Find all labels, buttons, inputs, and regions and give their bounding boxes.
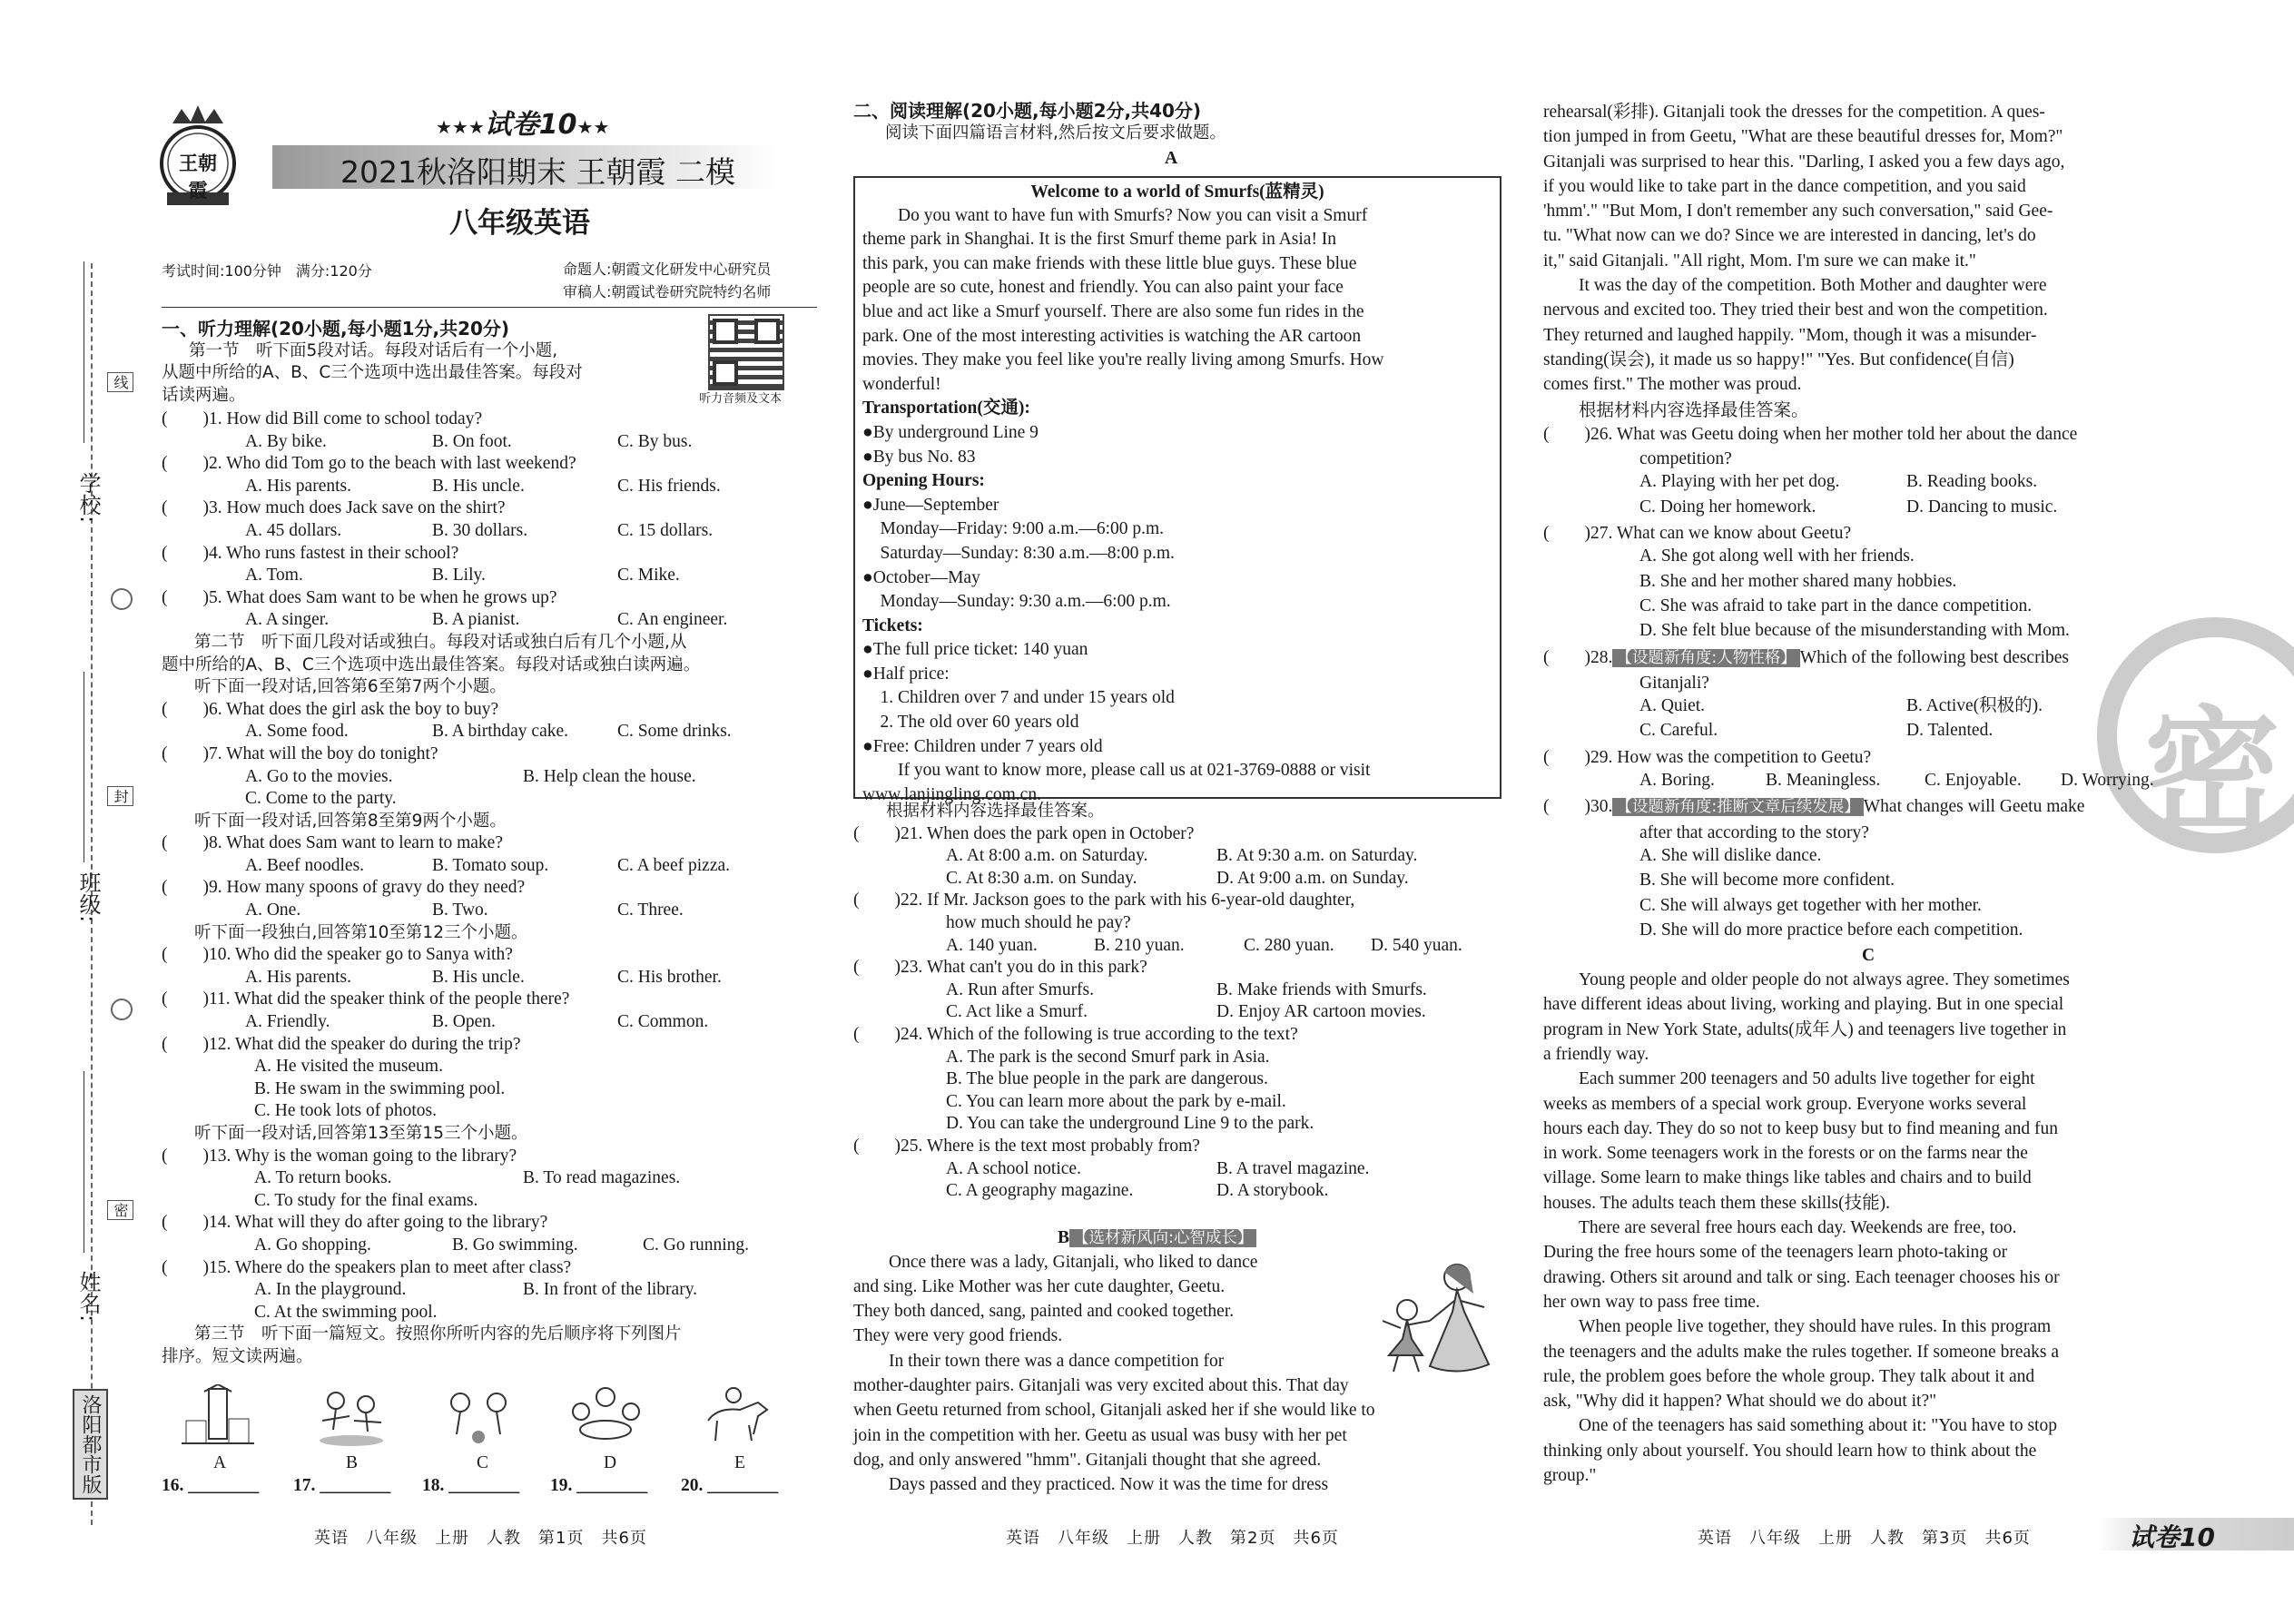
logo-emblem bbox=[154, 103, 241, 212]
option[interactable]: B. His uncle. bbox=[432, 476, 525, 496]
option[interactable]: C. To study for the final exams. bbox=[254, 1190, 478, 1210]
question: ( )14. What will they do after going to the library? bbox=[162, 1213, 548, 1233]
picture-d bbox=[567, 1384, 645, 1448]
ticket-item: 2. The old over 60 years old bbox=[862, 713, 1079, 733]
question: ( )11. What did the speaker think of the people there? bbox=[162, 989, 570, 1009]
question: ( )6. What does the girl ask the boy to buy? bbox=[162, 699, 499, 719]
answer-blank-20[interactable]: 20. ________ bbox=[681, 1476, 779, 1495]
section-heading: 二、阅读理解(20小题,每小题2分,共40分) bbox=[853, 100, 1202, 122]
option[interactable]: C. Careful. bbox=[1639, 721, 1718, 741]
seal-mark-feng: 封 bbox=[107, 786, 133, 806]
option[interactable]: D. She will do more practice before each competition. bbox=[1639, 920, 2023, 940]
page-footer: 英语 八年级 上册 人教 第1页 共6页 bbox=[314, 1529, 647, 1548]
passage-line: tu. "What now can we do? Since we are interested in dancing, let's do bbox=[1543, 226, 2036, 246]
instruction: 听下面一段对话,回答第13至第15三个小题。 bbox=[194, 1124, 528, 1143]
passage-line: rule, the problem goes before the whole group. They talk about it and bbox=[1543, 1366, 2035, 1386]
option[interactable]: B. Tomato soup. bbox=[432, 855, 549, 875]
option[interactable]: A. Go to the movies. bbox=[245, 766, 393, 786]
passage-line: They returned and laughed happily. "Mom, though it was a misunder- bbox=[1543, 325, 2037, 345]
picture-label: A bbox=[213, 1453, 227, 1472]
option[interactable]: C. He took lots of photos. bbox=[254, 1101, 437, 1121]
listening-questions bbox=[162, 408, 815, 1369]
option[interactable]: B. His uncle. bbox=[432, 967, 525, 987]
ad-text: park. One of the most interesting activities is watching the AR cartoon bbox=[862, 326, 1362, 346]
answer-blank-18[interactable]: 18. ________ bbox=[422, 1476, 520, 1495]
option[interactable]: C. By bus. bbox=[617, 431, 693, 451]
question: ( )21. When does the park open in October? bbox=[853, 823, 1195, 843]
passage-line: when Geetu returned from school, Gitanjali asked her if she would like to bbox=[853, 1401, 1375, 1421]
option[interactable]: A. At 8:00 a.m. on Saturday. bbox=[946, 846, 1148, 866]
question: ( )5. What does Sam want to be when he grows up? bbox=[162, 587, 557, 607]
question-cont: competition? bbox=[1639, 449, 1732, 469]
passage-line: nervous and excited too. They tried their best and won the competition. bbox=[1543, 300, 2048, 320]
passage-line: weeks as members of a special work group. Everyone works several bbox=[1543, 1094, 2027, 1114]
answer-blank-19[interactable]: 19. ________ bbox=[550, 1476, 648, 1495]
option[interactable]: C. Come to the party. bbox=[245, 789, 397, 809]
option[interactable]: C. Common. bbox=[617, 1012, 709, 1032]
question-cont: after that according to the story? bbox=[1639, 822, 1869, 842]
ticket-item: ●Free: Children under 7 years old bbox=[862, 736, 1103, 756]
passage-line: in work. Some teenagers work in the forests or on the farms near the bbox=[1543, 1144, 2028, 1164]
option[interactable]: D. 540 yuan. bbox=[1371, 935, 1462, 955]
answer-blanks bbox=[162, 1475, 815, 1502]
option[interactable]: A. The park is the second Smurf park in Asia. bbox=[946, 1047, 1270, 1067]
option[interactable]: C. She was afraid to take part in the dance competition. bbox=[1639, 595, 2033, 615]
hours-item: Monday—Friday: 9:00 a.m.—6:00 p.m. bbox=[862, 519, 1165, 539]
edition-label: 洛阳都市版 bbox=[73, 1389, 108, 1500]
transport-item: ●By underground Line 9 bbox=[862, 422, 1039, 442]
hours-item: Monday—Sunday: 9:30 a.m.—6:00 p.m. bbox=[862, 592, 1171, 612]
question: ( )22. If Mr. Jackson goes to the park with his 6-year-old daughter, bbox=[853, 891, 1355, 910]
ticket-item: ●Half price: bbox=[862, 664, 950, 684]
page-title: 2021秋洛阳期末 王朝霞 二模 bbox=[340, 154, 735, 190]
question: ( )26. What was Geetu doing when her mother told her about the dance bbox=[1543, 424, 2078, 444]
passage-line: mother-daughter pairs. Gitanjali was very excited about this. That day bbox=[853, 1376, 1349, 1396]
option[interactable]: A. To return books. bbox=[254, 1168, 392, 1188]
option[interactable]: D. Worrying. bbox=[2061, 771, 2154, 791]
ad-text: Do you want to have fun with Smurfs? Now you can visit a Smurf bbox=[862, 205, 1368, 225]
instruction: 题中所给的A、B、C三个选项中选出最佳答案。每段对话或独白读两遍。 bbox=[162, 655, 701, 674]
instruction: 排序。短文读两遍。 bbox=[162, 1346, 313, 1366]
passage-line: Each summer 200 teenagers and 50 adults live together for eight bbox=[1543, 1069, 2035, 1089]
option[interactable]: B. Go swimming. bbox=[452, 1235, 578, 1255]
passage-line: Gitanjali was surprised to hear this. "Darling, I asked you a few days ago, bbox=[1543, 152, 2065, 172]
instruction: 听下面一段对话,回答第8至第9两个小题。 bbox=[194, 811, 507, 831]
qr-code[interactable] bbox=[708, 314, 784, 390]
passage-label-b: B bbox=[1058, 1228, 1070, 1247]
option[interactable]: B. Two. bbox=[432, 901, 488, 920]
passage-line: Once there was a lady, Gitanjali, who liked to dance bbox=[853, 1252, 1258, 1272]
question: ( )15. Where do the speakers plan to meet after class? bbox=[162, 1257, 572, 1277]
website-link[interactable]: www.lanjingling.com.cn. bbox=[862, 784, 1041, 804]
page-footer: 英语 八年级 上册 人教 第2页 共6页 bbox=[1006, 1529, 1339, 1548]
passage-line: It was the day of the competition. Both Mother and daughter were bbox=[1543, 276, 2047, 296]
option[interactable]: C. She will always get together with her mother. bbox=[1639, 895, 1982, 915]
instruction: 根据材料内容选择最佳答案。 bbox=[886, 802, 1105, 821]
option[interactable]: A. A school notice. bbox=[946, 1158, 1081, 1178]
passage-line: if you would like to take part in the dance competition, and you said bbox=[1543, 176, 2026, 196]
passage-line: ask, "Why did it happen? What should we do about it?" bbox=[1543, 1392, 1937, 1412]
option[interactable]: C. His friends. bbox=[617, 476, 721, 496]
option[interactable]: A. 45 dollars. bbox=[245, 520, 342, 540]
hours-item: ●June—September bbox=[862, 495, 999, 515]
option[interactable]: B. 210 yuan. bbox=[1094, 935, 1185, 955]
question: ( )8. What does Sam want to learn to make? bbox=[162, 833, 503, 853]
option[interactable]: B. Help clean the house. bbox=[523, 766, 696, 786]
question: ( )9. How many spoons of gravy do they need? bbox=[162, 878, 526, 898]
ad-title: Welcome to a world of Smurfs(蓝精灵) bbox=[1030, 182, 1324, 202]
option[interactable]: C. Go running. bbox=[643, 1235, 749, 1255]
passage-line: a friendly way. bbox=[1543, 1044, 1649, 1064]
passage-line: During the free hours some of the teenagers learn photo-taking or bbox=[1543, 1243, 2008, 1263]
passage-line: There are several free hours each day. Weekends are free, too. bbox=[1543, 1218, 2017, 1238]
option[interactable]: C. At the swimming pool. bbox=[254, 1302, 438, 1322]
question: ( )29. How was the competition to Geetu? bbox=[1543, 747, 1872, 767]
smurf-ad-box bbox=[853, 176, 1501, 804]
option[interactable]: C. A geography magazine. bbox=[946, 1181, 1134, 1201]
passage-line: it," said Gitanjali. "All right, Mom. I'm sure we can make it." bbox=[1543, 251, 1976, 271]
passage-line: Young people and older people do not always agree. They sometimes bbox=[1543, 970, 2070, 990]
option[interactable]: C. Doing her homework. bbox=[1639, 497, 1816, 517]
topic-tag: 【设题新角度:推断文章后续发展】 bbox=[1612, 798, 1863, 816]
passage-line: hours each day. They do so not to keep busy but to find meaning and fun bbox=[1543, 1118, 2059, 1138]
reviewer-line: 审稿人:朝霞试卷研究院特约名师 bbox=[563, 283, 772, 300]
option[interactable]: B. In front of the library. bbox=[523, 1280, 698, 1300]
option[interactable]: C. 280 yuan. bbox=[1244, 935, 1334, 955]
option[interactable]: C. An engineer. bbox=[617, 610, 728, 630]
page-footer: 英语 八年级 上册 人教 第3页 共6页 bbox=[1698, 1529, 2031, 1548]
option[interactable]: B. Meaningless. bbox=[1766, 771, 1881, 791]
ad-text: movies. They make you feel like you're really living among Smurfs. How bbox=[862, 350, 1384, 370]
option[interactable]: B. 30 dollars. bbox=[432, 520, 528, 540]
question: ( )23. What can't you do in this park? bbox=[853, 958, 1147, 978]
passage-line: join in the competition with her. Geetu as usual was busy with her pet bbox=[853, 1425, 1347, 1445]
question-text: Which of the following best describes bbox=[1799, 647, 2069, 667]
option[interactable]: C. His brother. bbox=[617, 967, 722, 987]
question: ( )25. Where is the text most probably from? bbox=[853, 1136, 1200, 1156]
passage-line: One of the teenagers has said something about it: "You have to stop bbox=[1543, 1416, 2057, 1436]
picture-a bbox=[182, 1384, 254, 1448]
option[interactable]: B. She and her mother shared many hobbies. bbox=[1639, 571, 1957, 591]
passage-line: group." bbox=[1543, 1466, 1597, 1486]
transport-item: ●By bus No. 83 bbox=[862, 447, 976, 467]
passage-label-a: A bbox=[1165, 149, 1178, 168]
ticket-item: ●The full price ticket: 140 yuan bbox=[862, 640, 1088, 660]
passage-line: standing(误会), it made us so happy!" "Yes. But confidence(自信) bbox=[1543, 349, 2014, 369]
question-cont: how much should he pay? bbox=[946, 912, 1131, 932]
instruction: 听下面一段对话,回答第6至第7两个小题。 bbox=[194, 677, 507, 697]
class-label: 班级: bbox=[75, 871, 101, 923]
option[interactable]: A. She will dislike dance. bbox=[1639, 845, 1822, 865]
passage-line: thinking only about yourself. You should learn how to think about the bbox=[1543, 1441, 2037, 1461]
option[interactable]: C. Enjoyable. bbox=[1925, 771, 2022, 791]
passage-label-c: C bbox=[1861, 946, 1876, 966]
option[interactable]: D. She felt blue because of the misunderstanding with Mom. bbox=[1639, 621, 2070, 641]
passage-line: houses. The adults teach them these skills(技能). bbox=[1543, 1193, 1890, 1213]
section-heading: 一、听力理解(20小题,每小题1分,共20分) bbox=[162, 318, 510, 340]
option[interactable]: A. His parents. bbox=[245, 967, 351, 987]
option[interactable]: B. She will become more confident. bbox=[1639, 871, 1895, 891]
transport-heading: Transportation(交通): bbox=[862, 399, 1030, 418]
passage-line: When people live together, they should have rules. In this program bbox=[1543, 1317, 2052, 1337]
option[interactable]: A. By bike. bbox=[245, 431, 327, 451]
question: ( )13. Why is the woman going to the library? bbox=[162, 1146, 517, 1166]
option[interactable]: B. He swam in the swimming pool. bbox=[254, 1078, 506, 1098]
option[interactable]: A. One. bbox=[245, 901, 301, 920]
passage-line: village. Some learn to make things like tables and chairs and to build bbox=[1543, 1168, 2032, 1188]
passage-line: rehearsal(彩排). Gitanjali took the dresses for the competition. A ques- bbox=[1543, 103, 2045, 122]
picture-e bbox=[699, 1384, 776, 1448]
instruction: 第三节 听下面一篇短文。按照你所听内容的先后顺序将下列图片 bbox=[194, 1324, 682, 1344]
option[interactable]: D. At 9:00 a.m. on Sunday. bbox=[1216, 868, 1409, 888]
picture-b bbox=[313, 1384, 390, 1448]
question: ( )2. Who did Tom go to the beach with last weekend? bbox=[162, 454, 576, 474]
instruction: 第一节 听下面5段对话。每段对话后有一个小题, bbox=[189, 340, 558, 360]
question: ( )27. What can we know about Geetu? bbox=[1543, 524, 1852, 544]
option[interactable]: A. She got along well with her friends. bbox=[1639, 546, 1915, 566]
option[interactable]: B. To read magazines. bbox=[523, 1168, 681, 1188]
option[interactable]: C. 15 dollars. bbox=[617, 520, 714, 540]
picture-label: E bbox=[734, 1453, 745, 1472]
option[interactable]: A. He visited the museum. bbox=[254, 1057, 443, 1077]
passage-line: tion jumped in from Geetu, "What are these beautiful dresses for, Mom?" bbox=[1543, 127, 2063, 147]
school-label: 学校: bbox=[75, 472, 101, 524]
mother-daughter-illustration bbox=[1366, 1257, 1502, 1380]
ticket-item: 1. Children over 7 and under 15 years old bbox=[862, 688, 1175, 708]
instruction: 第二节 听下面几段对话或独白。每段对话或独白后有几个小题,从 bbox=[194, 632, 687, 652]
reading-a-questions bbox=[853, 801, 1507, 1203]
hours-item: ●October—May bbox=[862, 567, 980, 587]
passage-line: 'hmm'." "But Mom, I don't remember any such conversation," said Gee- bbox=[1543, 202, 2053, 221]
option[interactable]: A. His parents. bbox=[245, 476, 351, 496]
instruction: 阅读下面四篇语言材料,然后按文后要求做题。 bbox=[885, 123, 1226, 143]
passage-line: her own way to pass free time. bbox=[1543, 1292, 1760, 1312]
ad-text: this park, you can make friends with these little blue guys. These blue bbox=[862, 253, 1357, 273]
option[interactable]: A. A singer. bbox=[245, 610, 330, 630]
option[interactable]: C. At 8:30 a.m. on Sunday. bbox=[946, 868, 1137, 888]
passage-line: comes first." The mother was proud. bbox=[1543, 375, 1802, 395]
passage-line: They were very good friends. bbox=[853, 1326, 1063, 1346]
option[interactable]: B. A birthday cake. bbox=[432, 722, 569, 742]
option[interactable]: A. Boring. bbox=[1639, 771, 1715, 791]
hours-heading: Opening Hours: bbox=[862, 471, 985, 491]
option[interactable]: A. Beef noodles. bbox=[245, 855, 365, 875]
option[interactable]: D. You can take the underground Line 9 to the park. bbox=[946, 1114, 1314, 1134]
answer-blank-16[interactable]: 16. ________ bbox=[162, 1476, 260, 1495]
passage-line: program in New York State, adults(成年人) and teenagers live together in bbox=[1543, 1019, 2067, 1039]
contact-text: If you want to know more, please call us at 021-3769-0888 or visit bbox=[862, 761, 1371, 781]
option[interactable]: A. In the playground. bbox=[254, 1280, 407, 1300]
option[interactable]: B. Reading books. bbox=[1906, 472, 2038, 492]
option[interactable]: B. Lily. bbox=[432, 566, 486, 586]
question: ( )28. bbox=[1543, 647, 1613, 667]
option[interactable]: C. Mike. bbox=[617, 566, 680, 586]
option[interactable]: A. Friendly. bbox=[245, 1012, 330, 1032]
footer-badge: 试卷10 bbox=[2129, 1522, 2215, 1552]
author-line: 命题人:朝霞文化研发中心研究员 bbox=[563, 261, 772, 278]
option[interactable]: A. Some food. bbox=[245, 722, 349, 742]
ad-text: wonderful! bbox=[862, 374, 941, 394]
question: ( )30. bbox=[1543, 797, 1613, 817]
instruction: 根据材料内容选择最佳答案。 bbox=[1543, 399, 1809, 420]
qr-caption: 听力音频及文本 bbox=[699, 392, 783, 406]
option[interactable]: B. At 9:30 a.m. on Saturday. bbox=[1216, 846, 1418, 866]
question: ( )24. Which of the following is true according to the text? bbox=[853, 1024, 1298, 1044]
passage-line: dog, and only answered "hmm". Gitanjali thought that she agreed. bbox=[853, 1450, 1322, 1470]
paper-badge: ★★★试卷10★★ bbox=[436, 109, 610, 141]
picture-c bbox=[440, 1384, 517, 1448]
option[interactable]: A. Playing with her pet dog. bbox=[1639, 472, 1840, 492]
picture-label: B bbox=[346, 1453, 359, 1472]
seal-mark-mi: 密 bbox=[107, 1200, 133, 1220]
answer-blank-17[interactable]: 17. ________ bbox=[293, 1476, 391, 1495]
page-1 bbox=[0, 0, 908, 1624]
topic-tag: 【选材新风向:心智成长】 bbox=[1069, 1229, 1256, 1247]
question-text: What changes will Geetu make bbox=[1863, 797, 2085, 817]
passage-line: In their town there was a dance competition for bbox=[853, 1351, 1225, 1371]
ad-text: blue and act like a Smurf yourself. There are also some fun rides in the bbox=[862, 301, 1364, 321]
option[interactable]: C. Some drinks. bbox=[617, 722, 732, 742]
instruction: 听下面一段独白,回答第10至第12三个小题。 bbox=[194, 922, 528, 942]
page-3-column bbox=[1543, 100, 2193, 1488]
hours-item: Saturday—Sunday: 8:30 a.m.—8:00 p.m. bbox=[862, 543, 1175, 563]
question: ( )1. How did Bill come to school today? bbox=[162, 409, 483, 428]
exam-meta: 考试时间:100分钟 满分:120分 bbox=[162, 262, 372, 280]
tickets-heading: Tickets: bbox=[862, 615, 923, 635]
option[interactable]: B. Active(积极的). bbox=[1906, 696, 2043, 716]
logo-text: 王朝霞 bbox=[179, 152, 217, 202]
passage-line: and sing. Like Mother was her cute daughter, Geetu. bbox=[853, 1276, 1226, 1296]
name-label: 姓名: bbox=[75, 1271, 101, 1323]
option[interactable]: B. A pianist. bbox=[432, 610, 520, 630]
option[interactable]: A. Tom. bbox=[245, 566, 303, 586]
instruction: 从题中所给的A、B、C三个选项中选出最佳答案。每段对 bbox=[162, 363, 583, 383]
picture-label: D bbox=[604, 1453, 617, 1472]
topic-tag: 【设题新角度:人物性格】 bbox=[1612, 649, 1799, 667]
option[interactable]: D. A storybook. bbox=[1216, 1181, 1329, 1201]
passage-line: have different ideas about living, working and playing. But in one special bbox=[1543, 995, 2064, 1015]
passage-line: drawing. Others sit around and talk or sing. Each teenager chooses his or bbox=[1543, 1267, 2060, 1287]
passage-line: They both danced, sang, painted and cooked together. bbox=[853, 1302, 1235, 1322]
question: ( )4. Who runs fastest in their school? bbox=[162, 543, 459, 563]
instruction: 话读两遍。 bbox=[162, 385, 246, 405]
seal-mark-xian: 线 bbox=[107, 372, 133, 392]
page-subtitle: 八年级英语 bbox=[449, 207, 590, 240]
option[interactable]: A. Quiet. bbox=[1639, 696, 1706, 716]
picture-row bbox=[177, 1384, 812, 1475]
passage-line: the teenagers and the adults make the rules together. If someone breaks a bbox=[1543, 1342, 2059, 1362]
question: ( )7. What will the boy do tonight? bbox=[162, 743, 438, 763]
option[interactable]: B. The blue people in the park are dangerous. bbox=[946, 1069, 1268, 1089]
option[interactable]: D. Dancing to music. bbox=[1906, 497, 2058, 517]
option[interactable]: A. 140 yuan. bbox=[946, 935, 1038, 955]
question: ( )12. What did the speaker do during the trip? bbox=[162, 1034, 521, 1054]
passage-line: Days passed and they practiced. Now it was the time for dress bbox=[853, 1475, 1329, 1495]
seal-watermark: 密 bbox=[2097, 617, 2294, 853]
question-cont: Gitanjali? bbox=[1639, 673, 1709, 693]
question: ( )10. Who did the speaker go to Sanya with? bbox=[162, 945, 513, 965]
ad-text: people are so cute, honest and friendly. You can also paint your face bbox=[862, 278, 1344, 298]
option[interactable]: C. You can learn more about the park by e-mail. bbox=[946, 1091, 1286, 1111]
option[interactable]: C. Three. bbox=[617, 901, 684, 920]
option[interactable]: D. Talented. bbox=[1906, 721, 1994, 741]
option[interactable]: B. Open. bbox=[432, 1012, 496, 1032]
question: ( )3. How much does Jack save on the shirt? bbox=[162, 498, 506, 518]
option[interactable]: A. Go shopping. bbox=[254, 1235, 371, 1255]
picture-label: C bbox=[477, 1453, 489, 1472]
option[interactable]: C. Act like a Smurf. bbox=[946, 1002, 1088, 1022]
option[interactable]: A. Run after Smurfs. bbox=[946, 979, 1095, 999]
option[interactable]: B. A travel magazine. bbox=[1216, 1158, 1370, 1178]
option[interactable]: B. Make friends with Smurfs. bbox=[1216, 979, 1427, 999]
ad-text: theme park in Shanghai. It is the first Smurf theme park in Asia! In bbox=[862, 230, 1337, 250]
option[interactable]: D. Enjoy AR cartoon movies. bbox=[1216, 1002, 1426, 1022]
option[interactable]: B. On foot. bbox=[432, 431, 512, 451]
option[interactable]: C. A beef pizza. bbox=[617, 855, 730, 875]
